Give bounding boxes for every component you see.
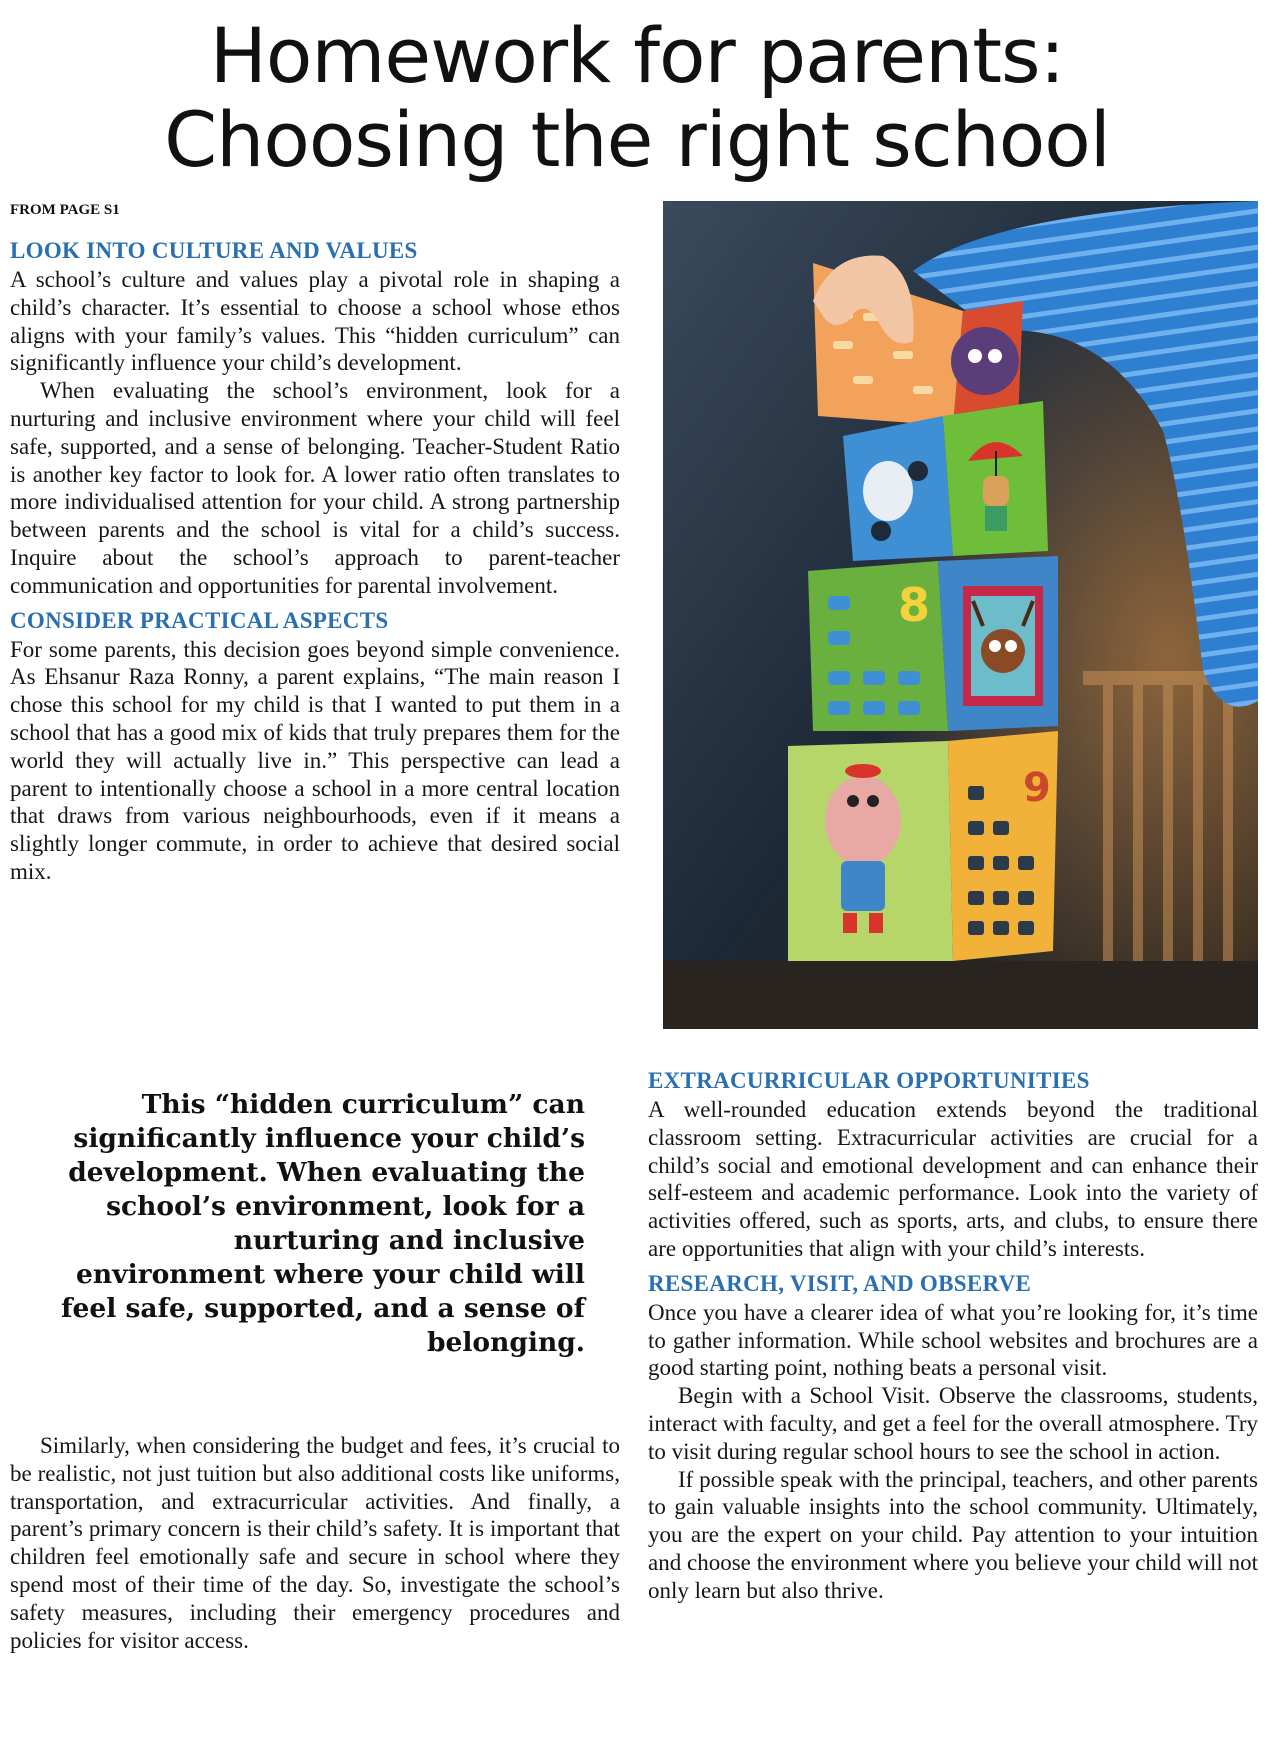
- extracurricular-paragraph-1: A well-rounded education extends beyond the traditional classroom setting. Extracurricular activities are crucial for a child’s social and emotional development and can enhance their self-esteem and academic performance. Look into the variety of activities offered, such as sports, arts, and clubs, to ensure there are opportunities that align with your child’s interests.: [648, 1097, 1258, 1261]
- block-bottom: [788, 731, 1058, 961]
- right-column-bottom: [648, 1066, 1258, 1605]
- block-second: [808, 556, 1058, 731]
- left-column-bottom: [10, 1432, 620, 1654]
- section-heading-practical: CONSIDER PRACTICAL ASPECTS: [10, 607, 389, 633]
- section-heading-research: RESEARCH, VISIT, AND OBSERVE: [648, 1270, 1032, 1296]
- headline: [0, 11, 1274, 184]
- culture-paragraph-1: A school’s culture and values play a pivotal role in shaping a child’s character. It’s essential to choose a school whose ethos aligns with your family’s values. This “hidden curriculum” can significantly influence your child’s development.: [10, 267, 620, 376]
- pull-quote: This “hidden curriculum” can significantly influence your child’s development. When evaluating the school’s environment, look for a nurturing and inclusive environment where your child will feel safe, supported, and a sense of belonging.: [61, 1089, 585, 1358]
- block-number-8: 8: [898, 578, 931, 632]
- toy-blocks-illustration: [663, 201, 1258, 1029]
- research-paragraph-2: Begin with a School Visit. Observe the classrooms, students, interact with faculty, and get a feel for the overall atmosphere. Try to visit during regular school hours to see the school in action.: [648, 1383, 1258, 1464]
- from-page-kicker: FROM PAGE S1: [10, 202, 120, 218]
- research-paragraph-1: Once you have a clearer idea of what you’re looking for, it’s time to gather information. While school websites and brochures are a good starting point, nothing beats a personal visit.: [648, 1299, 1258, 1381]
- headline-line-1: Homework for parents:: [209, 11, 1065, 100]
- research-paragraph-3: If possible speak with the principal, teachers, and other parents to gain valuable insights into the school community. Ultimately, you are the expert on your child. Pay attention to your intuition and choose the environment where you believe your child will not only learn but also thrive.: [648, 1466, 1258, 1603]
- section-heading-extracurricular: EXTRACURRICULAR OPPORTUNITIES: [648, 1068, 1090, 1093]
- section-heading-culture: LOOK INTO CULTURE AND VALUES: [10, 238, 418, 263]
- practical-paragraph-1: For some parents, this decision goes beyond simple convenience. As Ehsanur Raza Ronny, a parent explains, “The main reason I chose this school for my child is that I wanted to put them in a school that has a good mix of kids that truly prepares them for the world they will actually live in.” This perspective can lead a parent to intentionally choose a school in a more central location that draws from various neighbourhoods, even if it means a slightly longer commute, in order to achieve that desired social mix.: [10, 636, 620, 884]
- culture-paragraph-2: When evaluating the school’s environment, look for a nurturing and inclusive environment where your child will feel safe, supported, and a sense of belonging. Teacher-Student Ratio is another key factor to look for. A lower ratio often translates to more individualised attention for your child. A strong partnership between parents and the school is vital for a child’s success. Inquire about the school’s approach to parent-teacher communication and opportunities for parental involvement.: [10, 378, 620, 598]
- headline-line-2: Choosing the right school: [164, 95, 1110, 184]
- practical-paragraph-2: Similarly, when considering the budget and fees, it’s crucial to be realistic, not just tuition but also additional costs like uniforms, transportation, and extracurricular activities. And finally, a parent’s primary concern is their child’s safety. It is important that children feel emotionally safe and secure in school where they spend most of their time of the day. So, investigate the school’s safety measures, including their emergency procedures and policies for visitor access.: [10, 1433, 620, 1653]
- left-column-top: [10, 236, 620, 886]
- block-number-9: 9: [1023, 765, 1051, 811]
- toy-blocks-photo: [663, 201, 1258, 1029]
